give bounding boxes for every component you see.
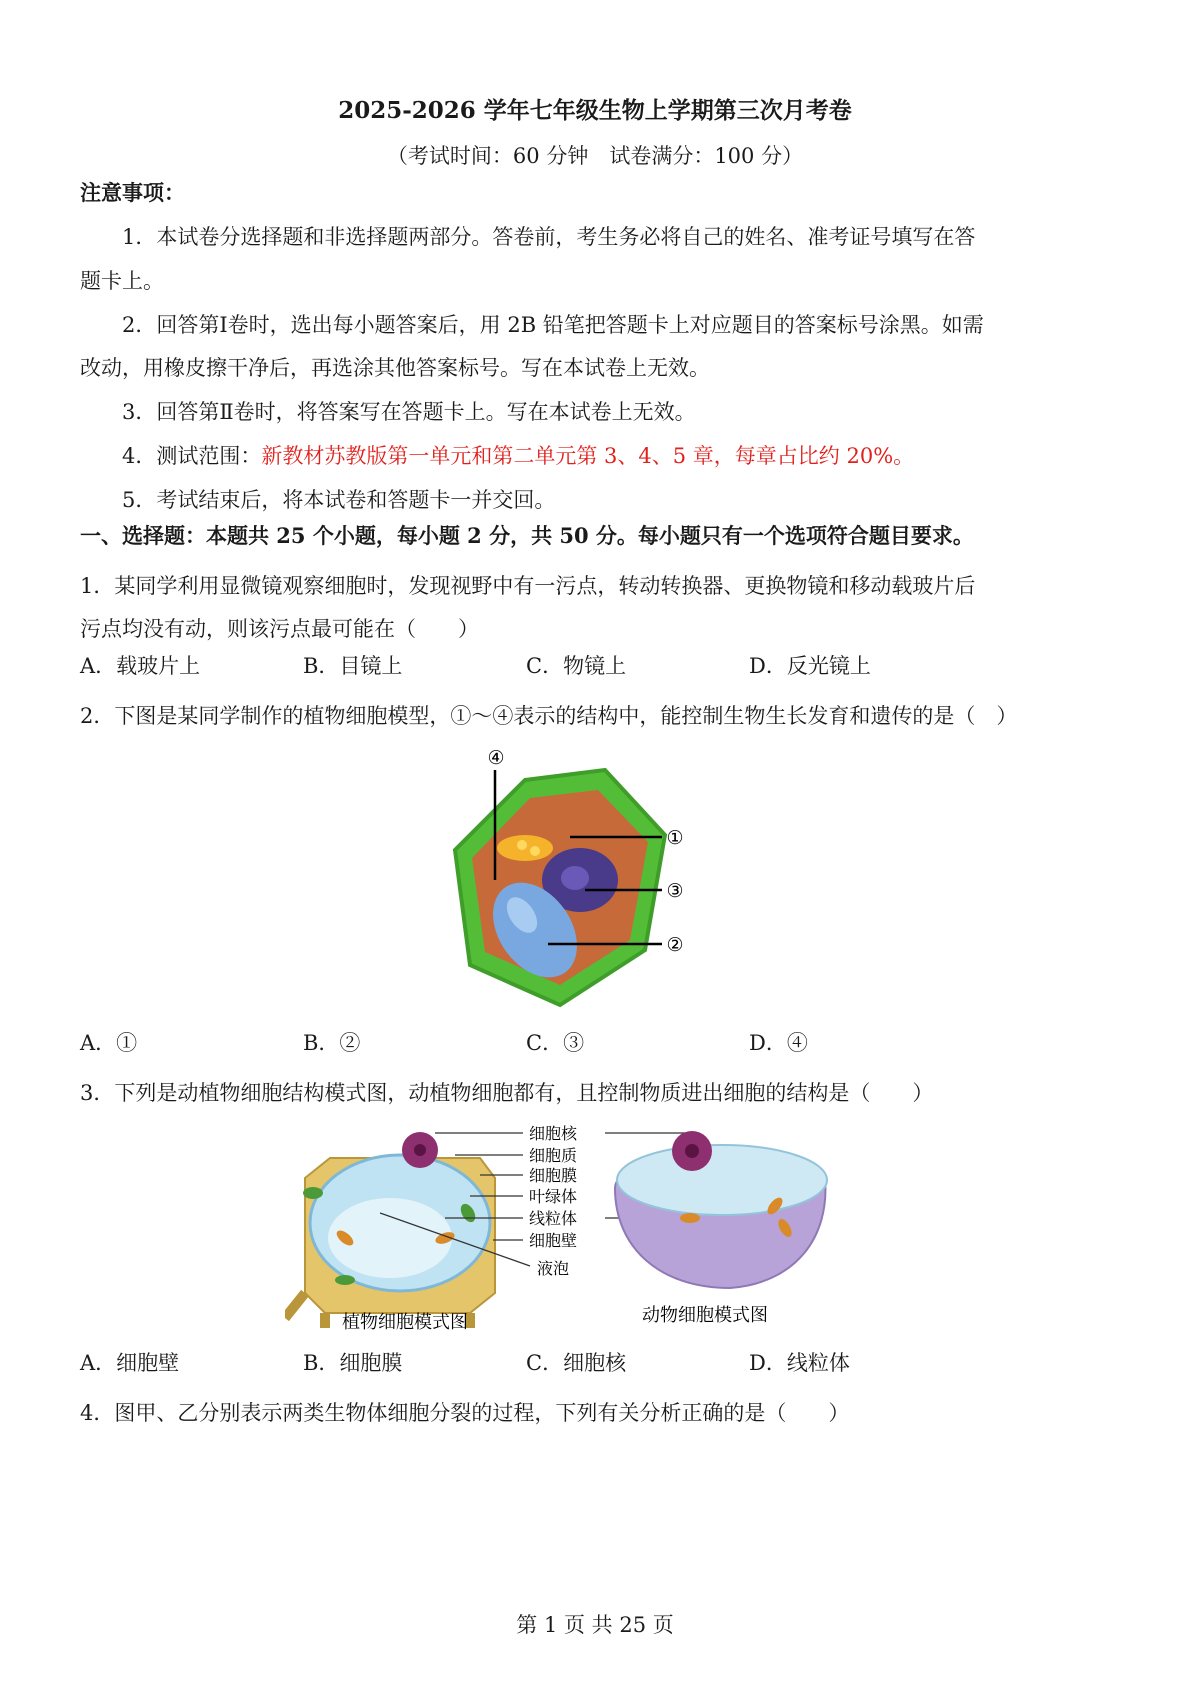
q2-option-a: A．① xyxy=(80,1031,138,1055)
animal-cell-caption: 动物细胞模式图 xyxy=(642,1305,768,1326)
note-4-scope: 新教材苏教版第一单元和第二单元第 3、4、5 章，每章占比约 20%。 xyxy=(261,444,915,468)
exam-subtitle: （考试时间：60 分钟 试卷满分：100 分） xyxy=(386,144,804,168)
plant-cell-diagram xyxy=(285,1132,495,1328)
animal-cell-top xyxy=(617,1145,827,1215)
note-4-prefix: 4．测试范围： xyxy=(122,444,262,468)
label-mitochondrion: 线粒体 xyxy=(529,1209,578,1228)
cell-structure-comparison-figure xyxy=(285,1118,845,1343)
label-cytoplasm: 细胞质 xyxy=(529,1146,578,1165)
label-cell-membrane: 细胞膜 xyxy=(529,1166,578,1185)
chloroplast xyxy=(303,1187,323,1199)
plant-cell-caption: 植物细胞模式图 xyxy=(342,1312,468,1333)
label-nucleus: 细胞核 xyxy=(529,1124,578,1143)
label-4: ④ xyxy=(487,747,505,769)
q1-option-c: C．物镜上 xyxy=(526,654,627,678)
note-1-line-2: 题卡上。 xyxy=(80,269,164,293)
label-vacuole: 液泡 xyxy=(537,1259,570,1278)
note-5: 5．考试结束后，将本试卷和答题卡一并交回。 xyxy=(122,488,556,512)
animal-nucleolus xyxy=(685,1144,699,1158)
q3-line-1: 3．下列是动植物细胞结构模式图，动植物细胞都有，且控制物质进出细胞的结构是（ ） xyxy=(80,1081,934,1105)
exam-title: 2025-2026 学年七年级生物上学期第三次月考卷 xyxy=(338,97,852,124)
label-1: ① xyxy=(666,827,684,849)
label-cell-wall: 细胞壁 xyxy=(529,1231,578,1250)
plant-cell-model-figure xyxy=(430,740,720,1020)
chloroplast-granum xyxy=(517,840,527,850)
section-1-heading: 一、选择题：本题共 25 个小题，每小题 2 分，共 50 分。每小题只有一个选项符合题目要求。 xyxy=(80,523,974,548)
q2-option-c: C．③ xyxy=(526,1031,585,1055)
q3-option-c: C．细胞核 xyxy=(526,1351,627,1375)
page-number: 第 1 页 共 25 页 xyxy=(516,1613,674,1637)
note-3: 3．回答第Ⅱ卷时，将答案写在答题卡上。写在本试卷上无效。 xyxy=(122,400,696,424)
q3-option-a: A．细胞壁 xyxy=(80,1351,180,1375)
note-1-line-1: 1．本试卷分选择题和非选择题两部分。答卷前，考生务必将自己的姓名、准考证号填写在答 xyxy=(122,225,976,249)
q2-option-b: B．② xyxy=(303,1031,361,1055)
q1-option-d: D．反光镜上 xyxy=(749,654,871,678)
nucleolus-shape xyxy=(561,866,589,890)
notes-heading: 注意事项： xyxy=(80,180,185,205)
q2-line-1: 2．下图是某同学制作的植物细胞模型，①～④表示的结构中，能控制生物生长发育和遗传的是（ ） xyxy=(80,704,1018,728)
note-4 xyxy=(122,440,914,470)
q4-line-1: 4．图甲、乙分别表示两类生物体细胞分裂的过程，下列有关分析正确的是（ ） xyxy=(80,1401,850,1425)
q1-line-2: 污点均没有动，则该污点最可能在（ ） xyxy=(80,617,479,641)
label-chloroplast: 叶绿体 xyxy=(529,1187,578,1206)
q1-line-1: 1．某同学利用显微镜观察细胞时，发现视野中有一污点，转动转换器、更换物镜和移动载玻片后 xyxy=(80,574,976,598)
q1-option-a: A．载玻片上 xyxy=(80,654,201,678)
label-3: ③ xyxy=(666,880,684,902)
label-2: ② xyxy=(666,934,684,956)
note-2-line-1: 2．回答第Ⅰ卷时，选出每小题答案后，用 2B 铅笔把答题卡上对应题目的答案标号涂黑。如需 xyxy=(122,313,984,337)
note-2-line-2: 改动，用橡皮擦干净后，再选涂其他答案标号。写在本试卷上无效。 xyxy=(80,356,710,380)
plant-nucleolus xyxy=(414,1144,426,1156)
animal-mitochondrion xyxy=(680,1213,700,1223)
q3-option-b: B．细胞膜 xyxy=(303,1351,403,1375)
chloroplast-granum xyxy=(530,846,540,856)
q1-option-b: B．目镜上 xyxy=(303,654,403,678)
neighbor-wall xyxy=(285,1293,305,1318)
q3-option-d: D．线粒体 xyxy=(749,1351,850,1375)
animal-cell-diagram xyxy=(615,1131,827,1288)
q2-option-d: D．④ xyxy=(749,1031,808,1055)
chloroplast xyxy=(335,1275,355,1285)
